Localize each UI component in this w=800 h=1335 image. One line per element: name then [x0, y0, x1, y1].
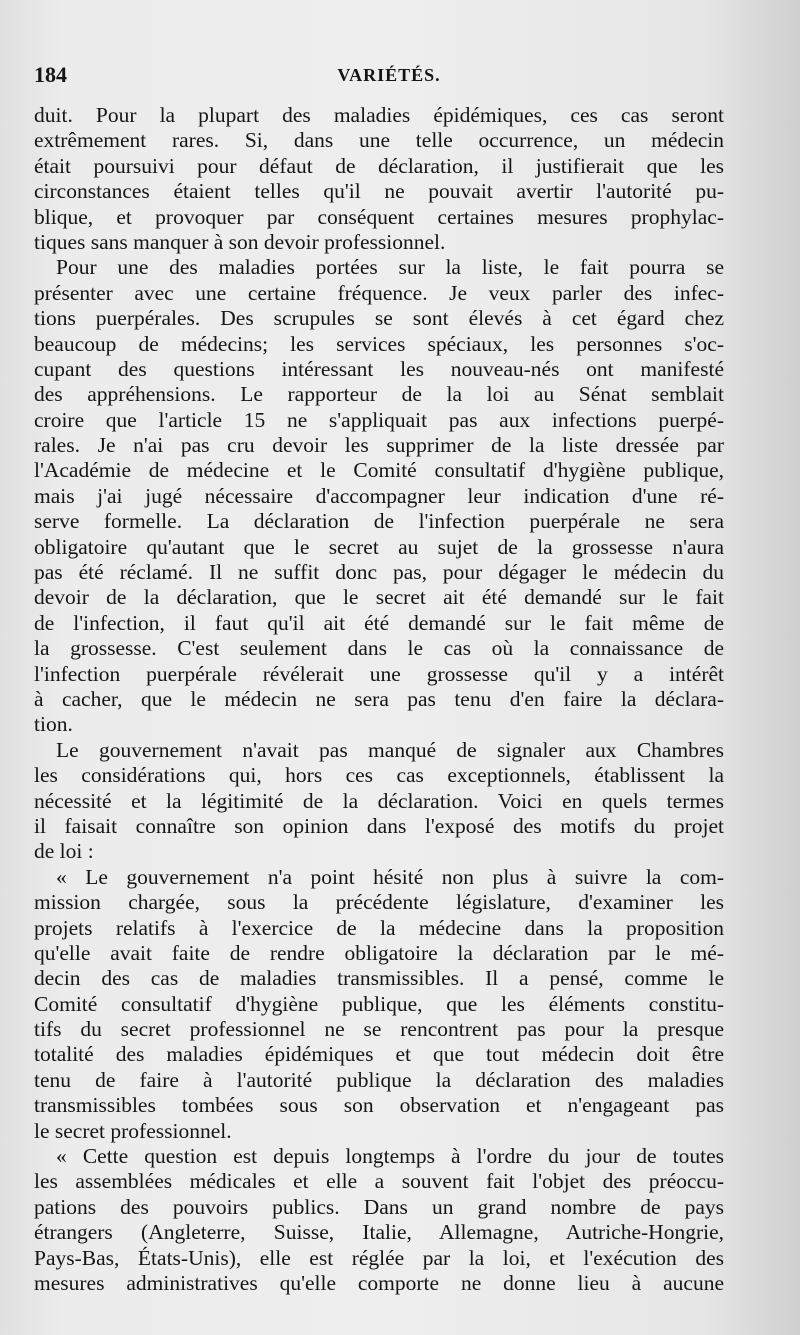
- text-line: pas été réclamé. Il ne suffit donc pas, pour dégager le médecin du: [34, 560, 724, 585]
- text-line: blique, et provoquer par conséquent certaines mesures prophylac-: [34, 204, 724, 229]
- text-line: tifs du secret professionnel ne se rencontrent pas pour la presque: [34, 1017, 724, 1042]
- text-line: de l'infection, il faut qu'il ait été demandé sur le fait même de: [34, 610, 724, 635]
- text-line: pations des pouvoirs publics. Dans un grand nombre de pays: [34, 1194, 724, 1219]
- page-header: [34, 62, 744, 92]
- text-line: rales. Je n'ai pas cru devoir les supprimer de la liste dressée par: [34, 433, 724, 458]
- page-number: 184: [34, 62, 67, 87]
- text-line: circonstances étaient telles qu'il ne pouvait avertir l'autorité pu-: [34, 179, 724, 204]
- text-line: projets relatifs à l'exercice de la médecine dans la proposition: [34, 915, 724, 940]
- text-line: devoir de la déclaration, que le secret ait été demandé sur le fait: [34, 585, 724, 610]
- body-text: [34, 103, 724, 1296]
- text-line: beaucoup de médecins; les services spéciaux, les personnes s'oc-: [34, 331, 724, 356]
- text-line: il faisait connaître son opinion dans l'exposé des motifs du projet: [34, 813, 724, 838]
- text-line: mais j'ai jugé nécessaire d'accompagner leur indication d'une ré-: [34, 483, 724, 508]
- text-line: des appréhensions. Le rapporteur de la loi au Sénat semblait: [34, 382, 724, 407]
- text-line: decin des cas de maladies transmissibles. Il a pensé, comme le: [34, 966, 724, 991]
- text-line: duit. Pour la plupart des maladies épidémiques, ces cas seront: [34, 103, 724, 127]
- text-line: présenter avec une certaine fréquence. Je veux parler des infec-: [34, 280, 724, 305]
- text-line: extrêmement rares. Si, dans une telle occurrence, un médecin: [34, 128, 724, 153]
- text-line: qu'elle avait faite de rendre obligatoire la déclaration par le mé-: [34, 940, 724, 965]
- text-line: tiques sans manquer à son devoir professionnel.: [34, 229, 446, 254]
- text-line: « Cette question est depuis longtemps à l'ordre du jour de toutes: [56, 1144, 724, 1169]
- text-line: cupant des questions intéressant les nouveau-nés ont manifesté: [34, 356, 724, 381]
- text-line: transmissibles tombées sous son observation et n'engageant pas: [34, 1093, 724, 1118]
- text-line: totalité des maladies épidémiques et que tout médecin doit être: [34, 1042, 724, 1067]
- text-line: l'Académie de médecine et le Comité consultatif d'hygiène publique,: [34, 458, 724, 483]
- text-line: à cacher, que le médecin ne sera pas tenu d'en faire la déclara-: [34, 686, 724, 711]
- text-line: était poursuivi pour défaut de déclaration, il justifierait que les: [34, 153, 724, 178]
- text-line: Comité consultatif d'hygiène publique, que les éléments constitu-: [34, 991, 724, 1016]
- text-line: les considérations qui, hors ces cas exceptionnels, établissent la: [34, 763, 724, 788]
- text-line: « Le gouvernement n'a point hésité non plus à suivre la com-: [56, 864, 724, 889]
- text-line: la grossesse. C'est seulement dans le cas où la connaissance de: [34, 636, 724, 661]
- text-line: de loi :: [34, 839, 94, 864]
- text-line: nécessité et la légitimité de la déclaration. Voici en quels termes: [34, 788, 724, 813]
- text-line: croire que l'article 15 ne s'appliquait pas aux infections puerpé-: [34, 407, 724, 432]
- text-line: mesures administratives qu'elle comporte ne donne lieu à aucune: [34, 1270, 724, 1295]
- text-line: serve formelle. La déclaration de l'infection puerpérale ne sera: [34, 509, 724, 534]
- text-line: tenu de faire à l'autorité publique la déclaration des maladies: [34, 1067, 724, 1092]
- text-line: mission chargée, sous la précédente législature, d'examiner les: [34, 890, 724, 915]
- text-line: tion.: [34, 712, 73, 737]
- text-line: Pays-Bas, États-Unis), elle est réglée par la loi, et l'exécution des: [34, 1245, 724, 1270]
- text-line: étrangers (Angleterre, Suisse, Italie, Allemagne, Autriche-Hongrie,: [34, 1220, 724, 1245]
- text-line: obligatoire qu'autant que le secret au sujet de la grossesse n'aura: [34, 534, 724, 559]
- text-line: Pour une des maladies portées sur la liste, le fait pourra se: [56, 255, 724, 280]
- running-title: VARIÉTÉS.: [337, 65, 441, 85]
- text-line: Le gouvernement n'avait pas manqué de signaler aux Chambres: [56, 737, 724, 762]
- text-line: les assemblées médicales et elle a souvent fait l'objet des préoccu-: [34, 1169, 724, 1194]
- text-line: le secret professionnel.: [34, 1118, 232, 1143]
- text-line: tions puerpérales. Des scrupules se sont élevés à cet égard chez: [34, 306, 724, 331]
- text-line: l'infection puerpérale révélerait une grossesse qu'il y a intérêt: [34, 661, 724, 686]
